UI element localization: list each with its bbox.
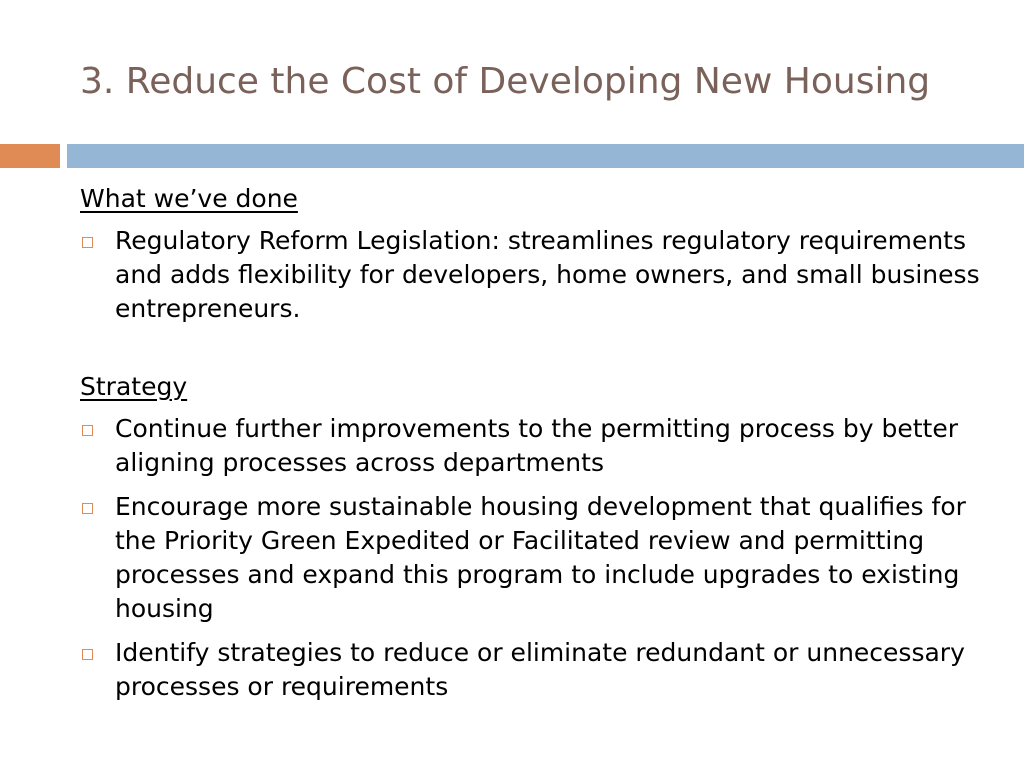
slide-content [80,182,980,714]
slide-title: 3. Reduce the Cost of Developing New Housing [80,61,931,102]
section-spacer [80,336,980,370]
bullet-text: Identify strategies to reduce or eliminate redundant or unnecessary processes or requirements [115,638,965,701]
square-bullet-icon [82,237,93,248]
list-item [80,412,980,480]
square-bullet-icon [82,649,93,660]
list-item [80,636,980,704]
bullet-text: Regulatory Reform Legislation: streamlines regulatory requirements and adds flexibility for developers, home owners, and small business entrepreneurs. [115,226,980,323]
section-heading-strategy: Strategy [80,372,188,401]
list-item [80,490,980,626]
square-bullet-icon [82,503,93,514]
bullet-text: Encourage more sustainable housing development that qualifies for the Priority Green Expedited or Facilitated review and permitting processes and expand this program to include upgrades to existing housing [115,492,966,623]
section-heading-what-weve-done: What we’ve done [80,184,298,213]
bullet-list-what-weve-done [80,224,980,326]
accent-bar-blue [67,144,1024,168]
bullet-text: Continue further improvements to the permitting process by better aligning processes across departments [115,414,959,477]
bullet-list-strategy [80,412,980,704]
square-bullet-icon [82,425,93,436]
list-item [80,224,980,326]
accent-bar-orange [0,144,60,168]
